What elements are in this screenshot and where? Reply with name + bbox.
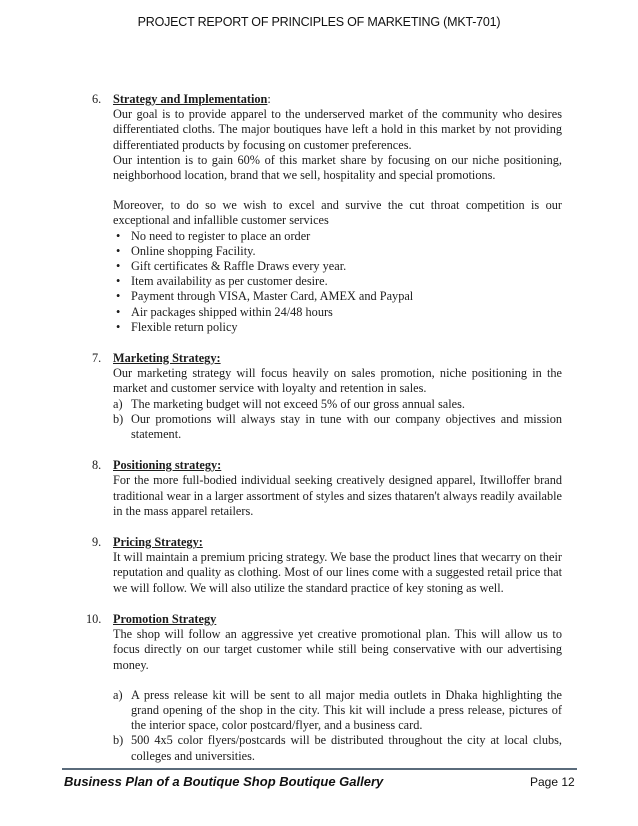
footer-rule [62, 768, 577, 770]
section-promotion-strategy [86, 611, 562, 764]
list-item: • Flexible return policy [113, 320, 562, 335]
item-marker: a) [113, 687, 123, 702]
paragraph: Our intention is to gain 60% of this market share by focusing on our niche positioning, neighborhood location, brand that we sell, hospitality and special promotions. [113, 152, 562, 183]
section-title: Pricing Strategy: [113, 535, 203, 550]
document-body [86, 92, 562, 780]
item-text: 500 4x5 color flyers/postcards will be distributed throughout the city at local clubs, colleges and universities. [131, 733, 562, 763]
list-item: • Payment through VISA, Master Card, AMEX and Paypal [113, 289, 562, 304]
paragraph: It will maintain a premium pricing strategy. We base the product lines that wecarry on their reputation and quality as clothing. Most of our lines come with a suggested retail price that we will follow. We will also utilize the standard practice of key stoning as well. [113, 550, 562, 595]
paragraph: Our marketing strategy will focus heavily on sales promotion, niche positioning in the market and customer service with loyalty and retention in sales. [113, 366, 562, 396]
page-header: PROJECT REPORT OF PRINCIPLES OF MARKETING (MKT-701) [137, 15, 501, 29]
list-item [113, 412, 562, 442]
section-marketing-strategy [92, 351, 562, 442]
page-number: Page 12 [530, 775, 575, 789]
list-item [113, 733, 562, 763]
list-item [113, 397, 562, 412]
item-text: A press release kit will be sent to all major media outlets in Dhaka highlighting the grand opening of the shop in the city. This kit will include a press release, pictures of the interior space, color postcard/flyer, and a business card. [131, 687, 562, 733]
section-title: Strategy and Implementation [113, 92, 268, 106]
bullet-list [113, 229, 562, 335]
list-item: • Item availability as per customer desire. [113, 274, 562, 289]
paragraph: Moreover, to do so we wish to excel and survive the cut throat competition is our exceptional and infallible customer services [113, 198, 562, 228]
paragraph: Our goal is to provide apparel to the underserved market of the community who desires differentiated cloths. The major boutiques have left a hold in this market by not providing differentiated products by focusing on customer preferences. [113, 107, 562, 152]
section-title: Marketing Strategy: [113, 351, 221, 366]
item-marker: b) [113, 733, 124, 748]
section-number: 8. [92, 458, 102, 473]
title-suffix: : [267, 92, 271, 106]
paragraph: The shop will follow an aggressive yet creative promotional plan. This will allow us to focus directly on our target customer while still being conservative with our advertising money. [113, 627, 562, 672]
paragraph: For the more full-bodied individual seeking creatively designed apparel, Itwilloffer brand traditional wear in a larger assortment of styles and sizes thataren't always readily available in the mass apparel retailers. [113, 473, 562, 518]
lettered-list [113, 397, 562, 443]
item-text: The marketing budget will not exceed 5% of our gross annual sales. [131, 396, 465, 411]
item-text: Our promotions will always stay in tune with our company objectives and mission statement. [131, 411, 562, 442]
section-number: 10. [86, 611, 102, 626]
section-pricing-strategy [92, 535, 562, 596]
list-item: • Online shopping Facility. [113, 244, 562, 259]
list-item [113, 688, 562, 734]
footer-document-title: Business Plan of a Boutique Shop Boutique Gallery [64, 774, 384, 789]
list-item: • No need to register to place an order [113, 229, 562, 244]
section-title: Positioning strategy: [113, 458, 222, 473]
section-number: 7. [92, 351, 102, 366]
section-strategy-implementation [92, 92, 562, 335]
section-positioning-strategy [92, 458, 562, 519]
section-number: 9. [92, 535, 102, 550]
list-item: • Gift certificates & Raffle Draws every year. [113, 259, 562, 274]
section-heading [113, 92, 562, 107]
item-marker: a) [113, 396, 123, 411]
section-title: Promotion Strategy [113, 611, 217, 626]
section-number: 6. [92, 92, 102, 106]
lettered-list [113, 688, 562, 764]
list-item: • Air packages shipped within 24/48 hours [113, 305, 562, 320]
item-marker: b) [113, 411, 124, 426]
